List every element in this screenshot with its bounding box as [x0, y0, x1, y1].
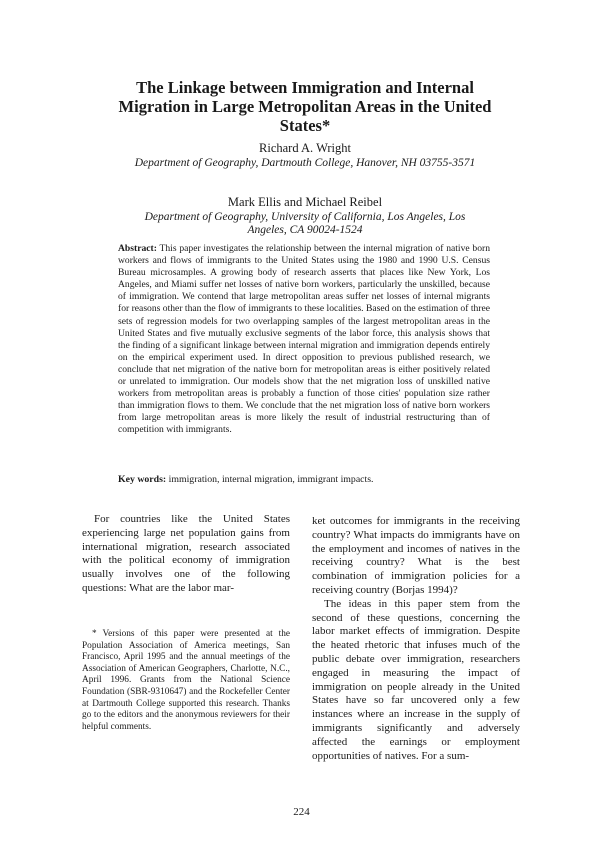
keywords-text: immigration, internal migration, immigrant impacts.: [168, 474, 374, 485]
paper-title: The Linkage between Immigration and Internal Migration in Large Metropolitan Areas in the United States*: [118, 78, 492, 135]
body-column-right: [312, 515, 520, 763]
author-affiliation-1: Department of Geography, Dartmouth College, Hanover, NH 03755-3571: [134, 157, 476, 169]
body-column-left: For countries like the United States experiencing large net population gains from international migration, research associated with the political economy of immigration usually involves one of the following questions: What are the labor mar-: [82, 513, 290, 594]
abstract-label: Abstract:: [118, 243, 157, 254]
author-name-2: Mark Ellis and Michael Reibel: [227, 195, 383, 209]
footnote: * Versions of this paper were presented at the Population Association of America meetings, San Francisco, April 1995 and the annual meetings of the Association of American Geographers, Charlotte, N.C., April 1996. Grants from the National Science Foundation (SBR-9310647) and the Rockefeller Center at Dartmouth College supported this research. Thanks go to the editors and the anonymous reviewers for their helpful comments.: [82, 629, 290, 732]
author-affiliation-2: Department of Geography, University of California, Los Angeles, Los Angeles, CA 90024-1524: [144, 211, 466, 236]
page-number: 224: [293, 806, 310, 818]
keywords: [118, 474, 490, 486]
abstract: [118, 243, 490, 437]
author-name-1: Richard A. Wright: [259, 141, 351, 155]
keywords-label: Key words:: [118, 474, 167, 485]
body-paragraph-2: The ideas in this paper stem from the second of these questions, concerning the labor market effects of immigration. Despite the heated rhetoric that infuses much of the public debate over immigration, researchers engaged in measuring the impact of immigration on people already in the United States have so far uncovered only a few instances where an increase in the supply of immigrants significantly and adversely affected the earnings or employment opportunities of natives. For a sum-: [312, 597, 520, 762]
abstract-text: This paper investigates the relationship between the internal migration of native born workers and flows of immigrants to the United States using the 1980 and 1990 U.S. Census Bureau microsamples. A growing body of research asserts that places like New York, Los Angeles, and Miami suffer net losses of native born workers, particularly the unskilled, because of immigration. We contend that large metropolitan areas suffer net losses of internal migrants for reasons other than the flow of immigrants to these localities. Based on the estimation of three sets of regression models for two overlapping samples of the largest metropolitan areas in the United States and five mutually exclusive segments of the labor force, this analysis shows that the finding of a significant linkage between internal migration and immigration depends entirely on the empirical experiment used. In direct opposition to previous published research, we conclude that net migration of the native born for metropolitan areas is either positively related or unrelated to immigration. Our models show that the net migration loss of unskilled native workers from metropolitan areas is probably a function of those cities' population size rather than immigration flows to them. We conclude that the net migration loss of native born workers from large metropolitan areas is more likely the result of industrial restructuring than of competition with immigrants.: [118, 243, 490, 436]
body-paragraph-1: ket outcomes for immigrants in the receiving country? What impacts do immigrants have on the employment and incomes of natives in the receiving country? What is the best combination of immigration policies for a receiving country (Borjas 1994)?: [312, 515, 520, 596]
